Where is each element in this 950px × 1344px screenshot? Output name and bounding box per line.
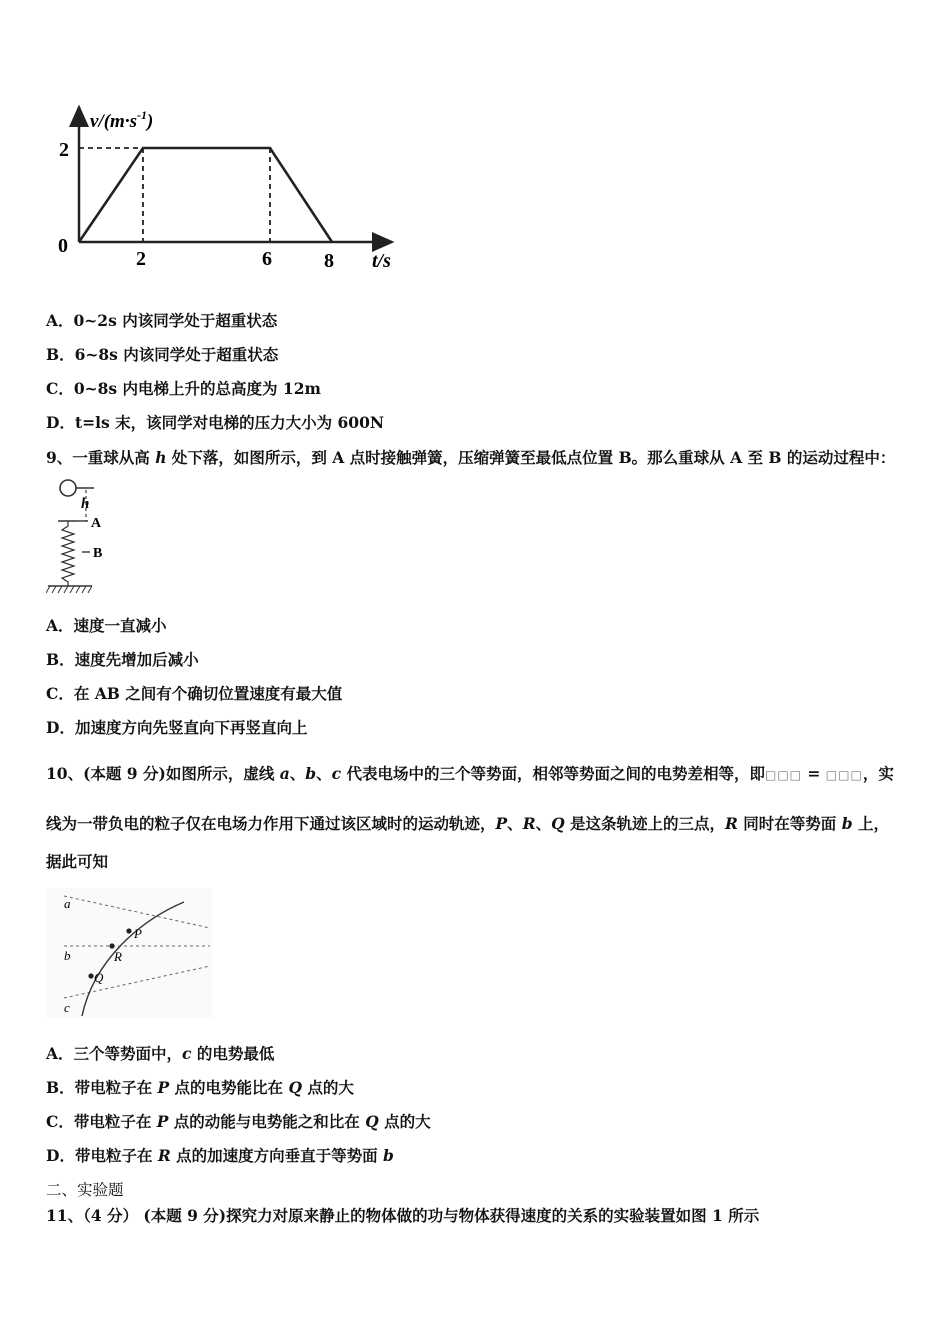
q10-option-d: D．带电粒子在 R 点的加速度方向垂直于等势面 b xyxy=(46,1146,394,1165)
q10-option-c: C．带电粒子在 P 点的动能与电势能之和比在 Q 点的大 xyxy=(46,1112,431,1131)
q10-stem-line3: 据此可知 xyxy=(46,852,109,871)
q9-option-d: D．加速度方向先竖直向下再竖直向上 xyxy=(46,718,308,737)
vt-graph xyxy=(46,95,406,280)
label-q: Q xyxy=(94,970,104,985)
q9-option-b: B．速度先增加后减小 xyxy=(46,650,199,669)
x-tick-6: 6 xyxy=(262,248,272,270)
point-b-label: B xyxy=(93,546,103,561)
velocity-curve xyxy=(79,148,332,242)
x-axis-label: t/s xyxy=(372,250,391,272)
label-b: b xyxy=(64,948,71,963)
y-tick-2: 2 xyxy=(59,139,69,161)
equipotential-figure xyxy=(46,888,212,1018)
point-q xyxy=(88,973,93,978)
q9-option-c: C．在 AB 之间有个确切位置速度有最大值 xyxy=(46,684,343,703)
q11-stem: 11、（4 分） (本题 9 分)探究力对原来静止的物体做的功与物体获得速度的关系的实验装置如图 1 所示 xyxy=(46,1206,760,1225)
label-r: R xyxy=(114,949,122,964)
q10-option-b: B．带电粒子在 P 点的电势能比在 Q 点的大 xyxy=(46,1078,354,1097)
point-r xyxy=(109,943,114,948)
section-heading: 二、实验题 xyxy=(46,1181,124,1199)
origin-label: 0 xyxy=(58,235,68,257)
q10-stem-line2: 线为一带负电的粒子仅在电场力作用下通过该区域时的运动轨迹，P、R、Q 是这条轨迹上的三点，R 同时在等势面 b 上， xyxy=(46,814,889,833)
ball xyxy=(60,480,76,496)
label-a: a xyxy=(64,896,71,911)
y-axis-label: $v/(m\cdot s^{-1})$ xyxy=(90,108,154,132)
h-label: h xyxy=(81,496,90,512)
x-tick-2: 2 xyxy=(136,248,146,270)
spring-figure xyxy=(46,476,126,600)
q9-stem: 9、一重球从高 h 处下落，如图所示，到 A 点时接触弹簧，压缩弹簧至最低点位置 B。那么重球从 A 至 B 的运动过程中： xyxy=(46,448,896,467)
q8-option-d: D．t=ls 末，该同学对电梯的压力大小为 600N xyxy=(46,413,385,432)
point-a-label: A xyxy=(91,516,102,531)
q8-option-a: A．0~2s 内该同学处于超重状态 xyxy=(46,311,278,330)
q8-option-b: B．6~8s 内该同学处于超重状态 xyxy=(46,345,279,364)
q10-option-a: A．三个等势面中，c 的电势最低 xyxy=(46,1044,275,1063)
point-p xyxy=(126,928,131,933)
spring xyxy=(62,521,74,586)
x-tick-8: 8 xyxy=(324,250,334,272)
q9-option-a: A．速度一直减小 xyxy=(46,616,167,635)
q10-stem-line1: 10、(本题 9 分)如图所示，虚线 a、b、c 代表电场中的三个等势面，相邻等势面之间的电势差相等，即□□□ = □□□，实 xyxy=(46,764,894,783)
label-c: c xyxy=(64,1000,70,1015)
q8-option-c: C．0~8s 内电梯上升的总高度为 12m xyxy=(46,379,321,398)
label-p: P xyxy=(134,926,142,941)
